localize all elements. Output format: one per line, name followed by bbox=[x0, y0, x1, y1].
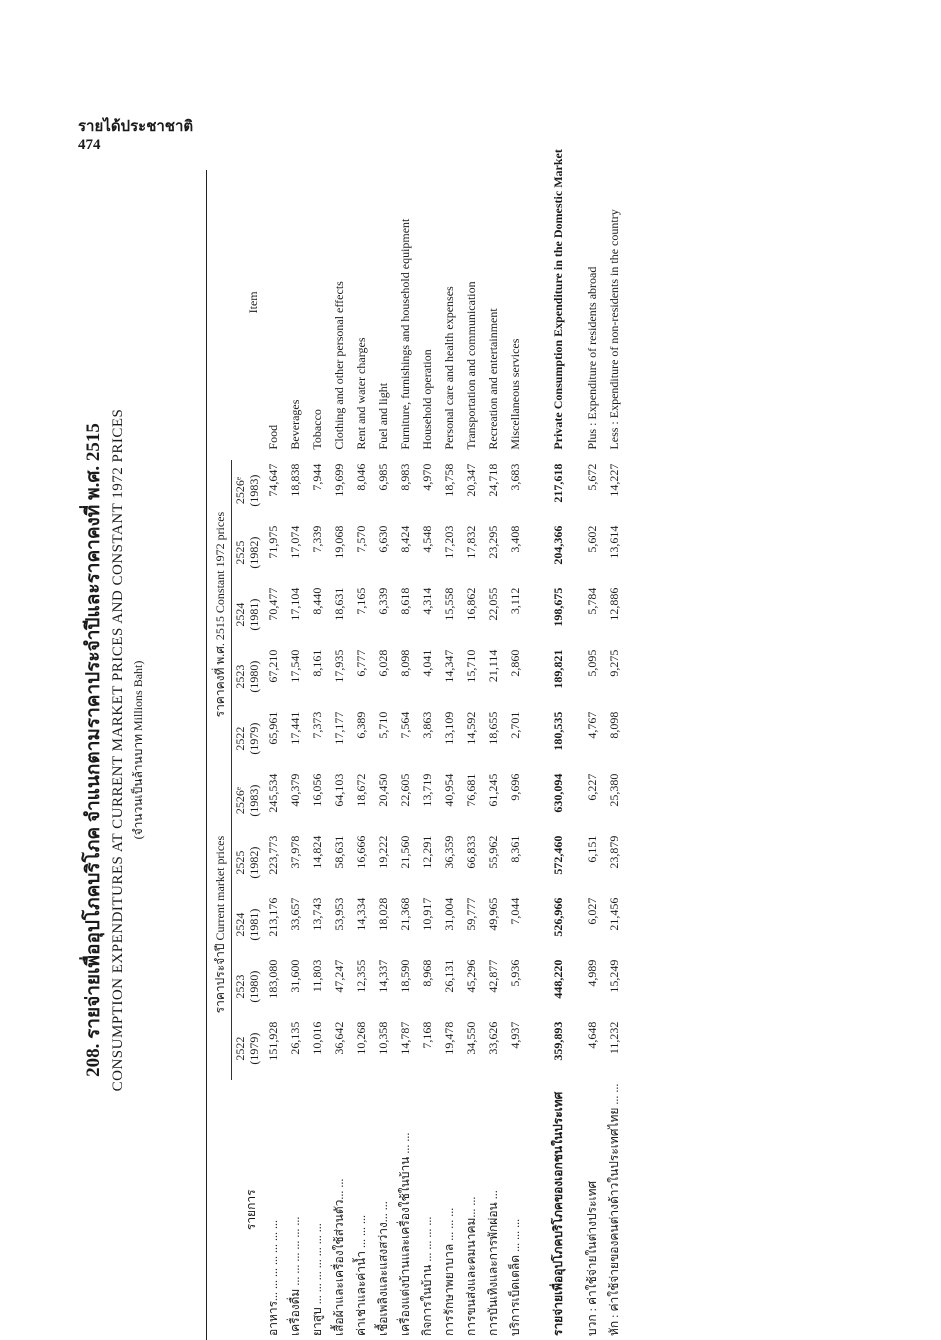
year-be: 2526ᵉ bbox=[233, 477, 247, 505]
row-label-english: Clothing and other personal effects bbox=[331, 281, 346, 450]
value-cell: 4,937 bbox=[507, 1021, 522, 1049]
year-ce: (1979) bbox=[247, 1032, 261, 1065]
value-cell: 42,877 bbox=[485, 959, 500, 993]
value-cell: 59,777 bbox=[463, 897, 478, 931]
year-ce: (1982) bbox=[247, 536, 261, 569]
rotated-table-page bbox=[70, 100, 890, 1340]
value-cell: 213,176 bbox=[265, 897, 280, 937]
value-cell: 8,440 bbox=[309, 587, 324, 615]
value-cell: 18,631 bbox=[331, 587, 346, 621]
year-header bbox=[232, 708, 263, 770]
value-cell: 26,131 bbox=[441, 959, 456, 993]
value-cell: 2,701 bbox=[507, 711, 522, 739]
value-cell: 61,245 bbox=[485, 773, 500, 807]
table-row bbox=[328, 145, 350, 1340]
value-cell: 26,135 bbox=[287, 1021, 302, 1055]
row-label-thai: ค่าเช่าและค่าน้ำ ... ... ... bbox=[353, 1215, 368, 1336]
value-cell: 10,016 bbox=[309, 1021, 324, 1055]
value-cell: 11,232 bbox=[606, 1021, 621, 1055]
year-header bbox=[232, 1018, 263, 1080]
table-body bbox=[262, 145, 625, 1340]
value-cell: 23,879 bbox=[606, 835, 621, 869]
value-cell: 5,672 bbox=[584, 463, 599, 491]
value-cell: 3,683 bbox=[507, 463, 522, 491]
value-cell: 217,618 bbox=[550, 463, 565, 503]
row-label-thai: การรักษาพยาบาล ... ... ... bbox=[441, 1207, 456, 1336]
value-cell: 9,696 bbox=[507, 773, 522, 801]
value-cell: 45,296 bbox=[463, 959, 478, 993]
value-cell: 33,657 bbox=[287, 897, 302, 931]
col-item-en: Item bbox=[246, 291, 260, 314]
value-cell: 16,056 bbox=[309, 773, 324, 807]
value-cell: 17,441 bbox=[287, 711, 302, 745]
value-cell: 12,291 bbox=[419, 835, 434, 869]
table-row bbox=[350, 145, 372, 1340]
row-label-thai: เครื่องดื่ม ... ... ... ... ... ... bbox=[287, 1216, 302, 1336]
value-cell: 6,227 bbox=[584, 773, 599, 801]
value-cell: 3,112 bbox=[507, 587, 522, 615]
value-cell: 4,767 bbox=[584, 711, 599, 739]
value-cell: 53,953 bbox=[331, 897, 346, 931]
value-cell: 65,961 bbox=[265, 711, 280, 745]
value-cell: 6,027 bbox=[584, 897, 599, 925]
value-cell: 189,821 bbox=[550, 649, 565, 689]
value-cell: 17,177 bbox=[331, 711, 346, 745]
top-rule bbox=[206, 170, 207, 1340]
value-cell: 4,989 bbox=[584, 959, 599, 987]
value-cell: 17,540 bbox=[287, 649, 302, 683]
value-cell: 7,373 bbox=[309, 711, 324, 739]
year-ce: (1983) bbox=[247, 784, 261, 817]
value-cell: 31,600 bbox=[287, 959, 302, 993]
value-cell: 14,592 bbox=[463, 711, 478, 745]
value-cell: 5,936 bbox=[507, 959, 522, 987]
value-cell: 7,564 bbox=[397, 711, 412, 739]
title-english: CONSUMPTION EXPENDITURES AT CURRENT MARKET PRICES AND CONSTANT 1972 PRICES bbox=[110, 408, 126, 1092]
value-cell: 21,114 bbox=[485, 649, 500, 683]
page-number: 474 bbox=[78, 137, 101, 153]
value-cell: 4,970 bbox=[419, 463, 434, 491]
value-cell: 3,408 bbox=[507, 525, 522, 553]
value-cell: 19,478 bbox=[441, 1021, 456, 1055]
value-cell: 5,095 bbox=[584, 649, 599, 677]
value-cell: 151,928 bbox=[265, 1021, 280, 1061]
row-label-thai: การบันเทิงและการพักผ่อน ... bbox=[485, 1190, 500, 1336]
year-header bbox=[232, 770, 263, 832]
row-label-english: Rent and water charges bbox=[353, 337, 368, 450]
value-cell: 36,359 bbox=[441, 835, 456, 869]
year-be: 2524 bbox=[233, 602, 247, 627]
title-thai: 208. รายจ่ายเพื่ออุปโภคบริโภค จำแนกตามราคาประจำปีและราคาคงที่ พ.ศ. 2515 bbox=[83, 423, 104, 1077]
row-label-thai: หัก : ค่าใช้จ่ายของคนต่างด้าวในประเทศไทย ... ... bbox=[606, 1083, 621, 1336]
row-label-thai: เชื้อเพลิงและแสงสว่าง... ... bbox=[375, 1201, 390, 1336]
value-cell: 14,337 bbox=[375, 959, 390, 993]
value-cell: 49,965 bbox=[485, 897, 500, 931]
expenditure-table bbox=[210, 145, 625, 1340]
row-label-thai: ยาสูบ ... ... ... ... ... ... ... bbox=[309, 1223, 324, 1336]
value-cell: 5,602 bbox=[584, 525, 599, 553]
value-cell: 7,165 bbox=[353, 587, 368, 615]
year-ce: (1979) bbox=[247, 722, 261, 755]
value-cell: 15,249 bbox=[606, 959, 621, 993]
value-cell: 8,361 bbox=[507, 835, 522, 863]
value-cell: 24,718 bbox=[485, 463, 500, 497]
year-be: 2522 bbox=[233, 1036, 247, 1061]
year-be: 2525 bbox=[233, 540, 247, 565]
value-cell: 67,210 bbox=[265, 649, 280, 683]
value-cell: 359,893 bbox=[550, 1021, 565, 1061]
value-cell: 31,004 bbox=[441, 897, 456, 931]
value-cell: 6,777 bbox=[353, 649, 368, 677]
value-cell: 10,917 bbox=[419, 897, 434, 931]
spacer-cell bbox=[569, 145, 581, 1340]
value-cell: 13,719 bbox=[419, 773, 434, 807]
value-cell: 526,966 bbox=[550, 897, 565, 937]
value-cell: 18,758 bbox=[441, 463, 456, 497]
year-be: 2523 bbox=[233, 664, 247, 689]
value-cell: 71,975 bbox=[265, 525, 280, 559]
row-label-english: Miscellaneous services bbox=[507, 338, 522, 450]
value-cell: 14,787 bbox=[397, 1021, 412, 1055]
value-cell: 9,275 bbox=[606, 649, 621, 677]
value-cell: 448,220 bbox=[550, 959, 565, 999]
table-row bbox=[394, 145, 416, 1340]
value-cell: 8,618 bbox=[397, 587, 412, 615]
value-cell: 6,630 bbox=[375, 525, 390, 553]
value-cell: 630,094 bbox=[550, 773, 565, 813]
spacer-cell bbox=[526, 145, 538, 1340]
title-unit: (จำนวนเป็นล้านบาท Millions Baht) bbox=[131, 660, 145, 840]
value-cell: 55,962 bbox=[485, 835, 500, 869]
value-cell: 36,642 bbox=[331, 1021, 346, 1055]
year-be: 2526ᵉ bbox=[233, 787, 247, 815]
row-label-thai: การขนส่งและคมนาคม... ... bbox=[463, 1196, 478, 1336]
year-ce: (1982) bbox=[247, 846, 261, 879]
value-cell: 23,295 bbox=[485, 525, 500, 559]
value-cell: 8,098 bbox=[606, 711, 621, 739]
value-cell: 33,626 bbox=[485, 1021, 500, 1055]
table-row bbox=[504, 145, 526, 1340]
year-be: 2523 bbox=[233, 974, 247, 999]
row-label-english: Beverages bbox=[287, 399, 302, 450]
value-cell: 8,098 bbox=[397, 649, 412, 677]
value-cell: 4,314 bbox=[419, 587, 434, 615]
value-cell: 21,560 bbox=[397, 835, 412, 869]
value-cell: 7,339 bbox=[309, 525, 324, 553]
spacer-row bbox=[526, 145, 538, 1340]
value-cell: 34,550 bbox=[463, 1021, 478, 1055]
table-row bbox=[460, 145, 482, 1340]
row-label-english: Household operation bbox=[419, 349, 434, 450]
table-row bbox=[372, 145, 394, 1340]
row-label-english: Less : Expenditure of non-residents in the country bbox=[606, 209, 621, 450]
row-label-thai: เครื่องแต่งบ้านและเครื่องใช้ในบ้าน ... ... bbox=[397, 1132, 412, 1336]
total-row bbox=[538, 145, 569, 1340]
col-item-th: รายการ bbox=[244, 1189, 258, 1231]
year-be: 2524 bbox=[233, 912, 247, 937]
value-cell: 58,631 bbox=[331, 835, 346, 869]
value-cell: 14,824 bbox=[309, 835, 324, 869]
row-label-english: Transportation and communication bbox=[463, 281, 478, 450]
year-header bbox=[232, 956, 263, 1018]
value-cell: 76,681 bbox=[463, 773, 478, 807]
value-cell: 19,222 bbox=[375, 835, 390, 869]
year-be: 2525 bbox=[233, 850, 247, 875]
year-header bbox=[232, 584, 263, 646]
value-cell: 64,103 bbox=[331, 773, 346, 807]
value-cell: 198,675 bbox=[550, 587, 565, 627]
value-cell: 11,803 bbox=[309, 959, 324, 993]
value-cell: 18,838 bbox=[287, 463, 302, 497]
value-cell: 37,978 bbox=[287, 835, 302, 869]
table-row bbox=[482, 145, 504, 1340]
table-row bbox=[603, 145, 625, 1340]
value-cell: 14,347 bbox=[441, 649, 456, 683]
value-cell: 8,983 bbox=[397, 463, 412, 491]
value-cell: 8,161 bbox=[309, 649, 324, 677]
row-label-english: Tobacco bbox=[309, 409, 324, 450]
value-cell: 19,699 bbox=[331, 463, 346, 497]
value-cell: 18,672 bbox=[353, 773, 368, 807]
row-label-thai: เสื้อผ้าและเครื่องใช้ส่วนตัว... ... bbox=[331, 1178, 346, 1336]
value-cell: 17,203 bbox=[441, 525, 456, 559]
row-label-english: Private Consumption Expenditure in the Domestic Market bbox=[550, 149, 565, 450]
value-cell: 14,334 bbox=[353, 897, 368, 931]
value-cell: 18,590 bbox=[397, 959, 412, 993]
value-cell: 21,368 bbox=[397, 897, 412, 931]
value-cell: 5,710 bbox=[375, 711, 390, 739]
value-cell: 19,068 bbox=[331, 525, 346, 559]
spacer-row bbox=[569, 145, 581, 1340]
table-title-block bbox=[78, 190, 148, 1310]
value-cell: 245,534 bbox=[265, 773, 280, 813]
year-header bbox=[232, 894, 263, 956]
value-cell: 15,558 bbox=[441, 587, 456, 621]
value-cell: 18,655 bbox=[485, 711, 500, 745]
row-label-thai: รายจ่ายเพื่ออุปโภคบริโภคของเอกชนในประเทศ bbox=[550, 1091, 565, 1336]
row-label-english: Food bbox=[265, 424, 280, 450]
year-ce: (1980) bbox=[247, 970, 261, 1003]
row-label-english: Recreation and entertainment bbox=[485, 308, 500, 450]
value-cell: 6,339 bbox=[375, 587, 390, 615]
value-cell: 13,109 bbox=[441, 711, 456, 745]
value-cell: 5,784 bbox=[584, 587, 599, 615]
value-cell: 10,358 bbox=[375, 1021, 390, 1055]
value-cell: 40,954 bbox=[441, 773, 456, 807]
value-cell: 66,833 bbox=[463, 835, 478, 869]
row-label-thai: บริการเบ็ดเตล็ด ... ... ... bbox=[507, 1218, 522, 1336]
value-cell: 6,985 bbox=[375, 463, 390, 491]
value-cell: 20,347 bbox=[463, 463, 478, 497]
value-cell: 14,227 bbox=[606, 463, 621, 497]
value-cell: 22,055 bbox=[485, 587, 500, 621]
value-cell: 6,028 bbox=[375, 649, 390, 677]
value-cell: 4,648 bbox=[584, 1021, 599, 1049]
value-cell: 22,605 bbox=[397, 773, 412, 807]
row-label-thai: กิจการในบ้าน ... ... ... ... bbox=[419, 1216, 434, 1336]
value-cell: 7,944 bbox=[309, 463, 324, 491]
table-row bbox=[262, 145, 284, 1340]
value-cell: 13,743 bbox=[309, 897, 324, 931]
value-cell: 17,074 bbox=[287, 525, 302, 559]
table-row bbox=[306, 145, 328, 1340]
year-ce: (1980) bbox=[247, 660, 261, 693]
value-cell: 6,389 bbox=[353, 711, 368, 739]
year-ce: (1983) bbox=[247, 474, 261, 507]
value-cell: 70,477 bbox=[265, 587, 280, 621]
row-label-thai: อาหาร... ... ... ... ... ... ... bbox=[265, 1219, 280, 1336]
value-cell: 204,366 bbox=[550, 525, 565, 565]
value-cell: 17,935 bbox=[331, 649, 346, 683]
value-cell: 18,028 bbox=[375, 897, 390, 931]
row-label-english: Furniture, furnishings and household equipment bbox=[397, 218, 412, 450]
value-cell: 572,460 bbox=[550, 835, 565, 875]
row-label-english: Personal care and health expenses bbox=[441, 286, 456, 450]
year-header bbox=[232, 832, 263, 894]
value-cell: 17,104 bbox=[287, 587, 302, 621]
row-label-english: Plus : Expenditure of residents abroad bbox=[584, 266, 599, 450]
value-cell: 7,044 bbox=[507, 897, 522, 925]
table-row bbox=[438, 145, 460, 1340]
value-cell: 8,968 bbox=[419, 959, 434, 987]
value-cell: 7,168 bbox=[419, 1021, 434, 1049]
value-cell: 17,832 bbox=[463, 525, 478, 559]
value-cell: 7,570 bbox=[353, 525, 368, 553]
row-label-english: Fuel and light bbox=[375, 382, 390, 450]
value-cell: 4,041 bbox=[419, 649, 434, 677]
value-cell: 16,862 bbox=[463, 587, 478, 621]
value-cell: 40,379 bbox=[287, 773, 302, 807]
value-cell: 74,647 bbox=[265, 463, 280, 497]
year-header bbox=[232, 646, 263, 708]
table-row bbox=[284, 145, 306, 1340]
value-cell: 8,046 bbox=[353, 463, 368, 491]
value-cell: 20,450 bbox=[375, 773, 390, 807]
value-cell: 4,548 bbox=[419, 525, 434, 553]
value-cell: 47,247 bbox=[331, 959, 346, 993]
value-cell: 10,268 bbox=[353, 1021, 368, 1055]
year-header bbox=[232, 522, 263, 584]
year-ce: (1981) bbox=[247, 908, 261, 941]
table-row bbox=[416, 145, 438, 1340]
group-current: ราคาประจำปี Current market prices bbox=[210, 770, 232, 1080]
row-label-thai: บวก : ค่าใช้จ่ายในต่างประเทศ bbox=[584, 1180, 599, 1336]
value-cell: 12,886 bbox=[606, 587, 621, 621]
value-cell: 16,666 bbox=[353, 835, 368, 869]
value-cell: 6,151 bbox=[584, 835, 599, 863]
value-cell: 8,424 bbox=[397, 525, 412, 553]
year-ce: (1981) bbox=[247, 598, 261, 631]
group-constant: ราคาคงที่ พ.ศ. 2515 Constant 1972 prices bbox=[210, 460, 232, 770]
year-header bbox=[232, 460, 263, 522]
page-header-title: รายได้ประชาชาติ bbox=[78, 119, 194, 135]
value-cell: 180,535 bbox=[550, 711, 565, 751]
year-be: 2522 bbox=[233, 726, 247, 751]
value-cell: 183,080 bbox=[265, 959, 280, 999]
value-cell: 12,355 bbox=[353, 959, 368, 993]
value-cell: 3,863 bbox=[419, 711, 434, 739]
value-cell: 25,380 bbox=[606, 773, 621, 807]
value-cell: 21,456 bbox=[606, 897, 621, 931]
value-cell: 15,710 bbox=[463, 649, 478, 683]
value-cell: 13,614 bbox=[606, 525, 621, 559]
value-cell: 223,773 bbox=[265, 835, 280, 875]
value-cell: 2,860 bbox=[507, 649, 522, 677]
table-row bbox=[581, 145, 603, 1340]
